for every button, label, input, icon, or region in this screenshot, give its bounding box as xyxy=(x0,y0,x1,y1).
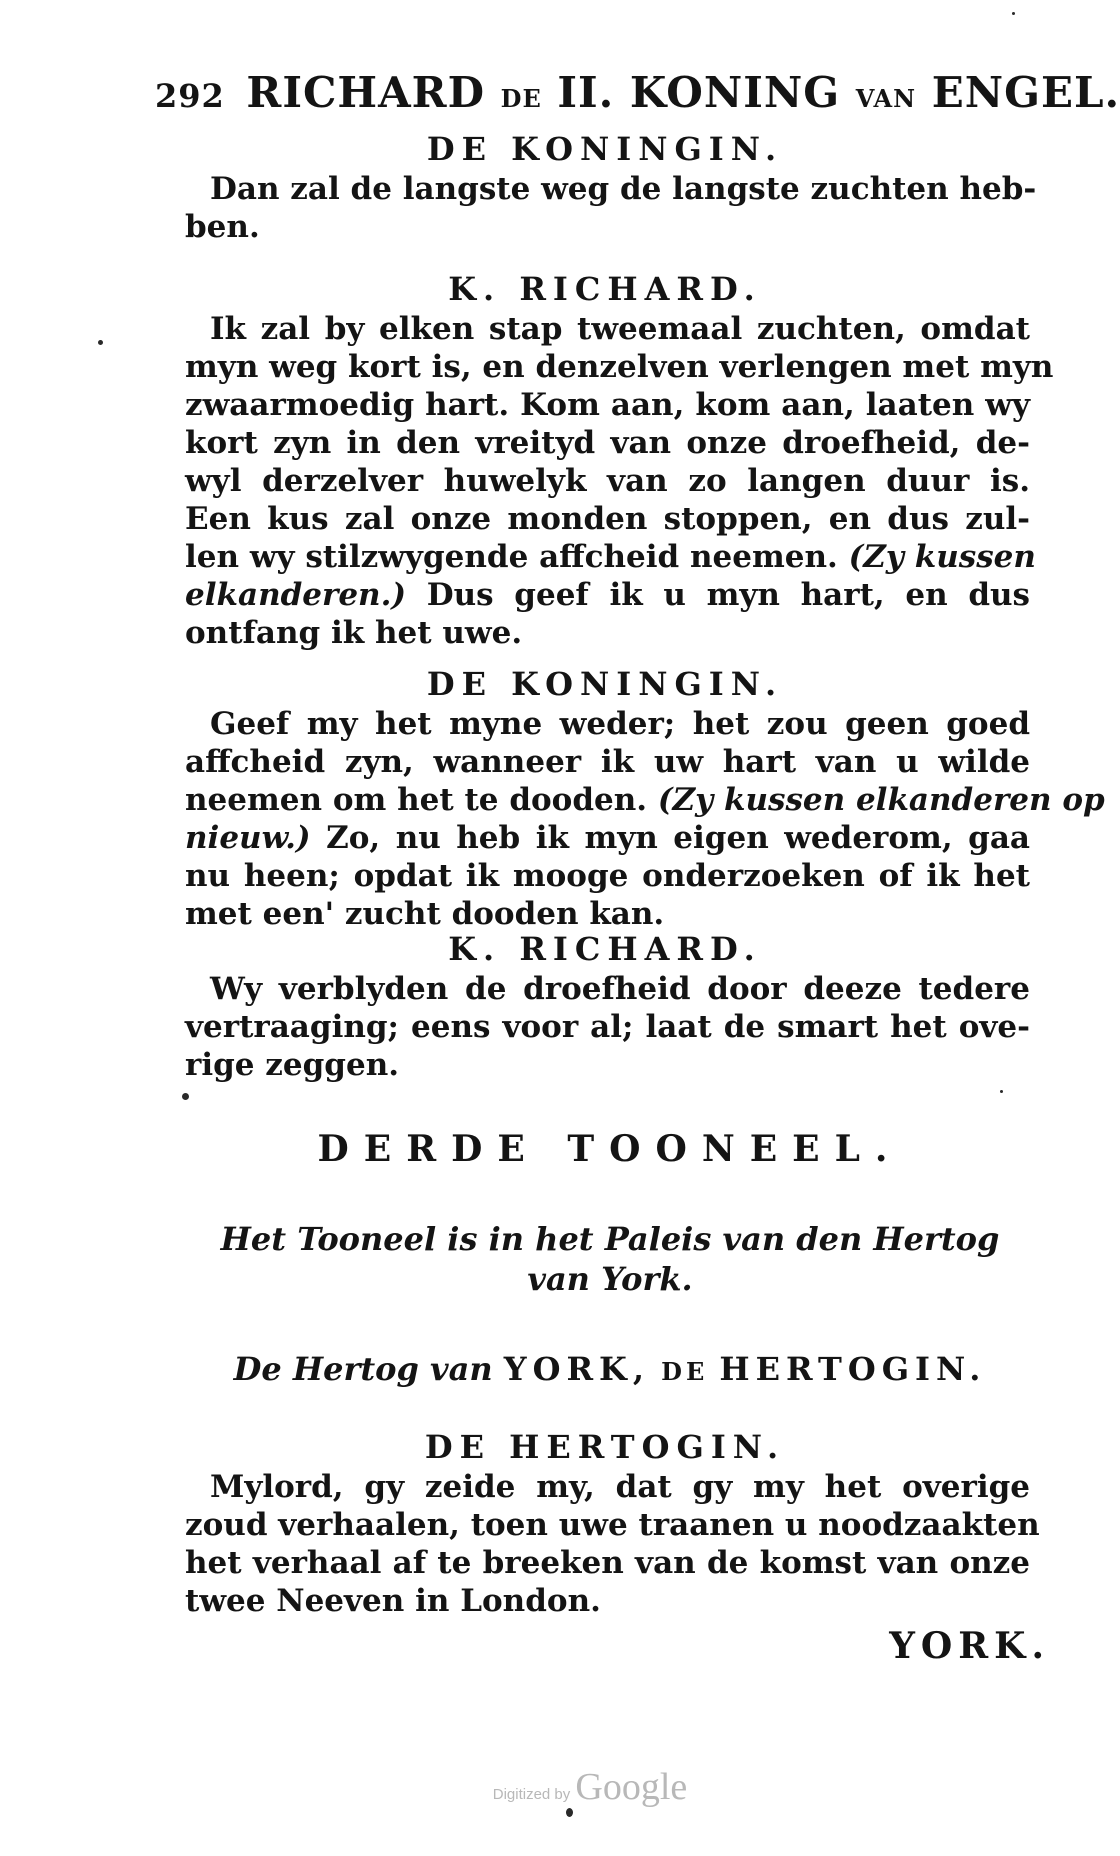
speech-line xyxy=(185,781,1105,819)
speech-line xyxy=(185,462,1030,500)
print-speck xyxy=(182,1093,189,1100)
speech-line xyxy=(185,1544,1030,1582)
text-segment: ben. xyxy=(185,209,260,245)
header-country: ENGEL. xyxy=(931,68,1120,117)
speaker-name: K. RICHARD. xyxy=(448,930,762,968)
text-segment: nu heen; opdat ik mooge onderzoeken of ik het xyxy=(185,858,1030,894)
speech-line xyxy=(185,424,1030,462)
speech-line xyxy=(185,1506,1040,1544)
text-segment: zoud verhaalen, toen uwe traanen u noodzaakten xyxy=(185,1507,1040,1543)
text-segment: myn weg kort is, en denzelven verlengen met myn xyxy=(185,349,1054,385)
print-speck xyxy=(1000,1090,1003,1093)
text-segment: twee Neeven in London. xyxy=(185,1583,601,1619)
print-speck xyxy=(1012,12,1015,15)
scene-setting-line2: van York. xyxy=(527,1260,693,1298)
speech-line xyxy=(210,170,1037,208)
catchword: YORK. xyxy=(889,1625,1050,1667)
text-segment: met een' zucht dooden kan. xyxy=(185,896,665,932)
speech-line xyxy=(210,1468,1030,1506)
speech-line xyxy=(185,895,1030,933)
stage-direction: elkanderen.) xyxy=(185,577,407,613)
text-segment: het verhaal af te breeken van de komst van onze xyxy=(185,1545,1030,1581)
speech-line xyxy=(185,208,1030,246)
text-segment: zwaarmoedig hart. Kom aan, kom aan, laaten wy xyxy=(185,387,1030,423)
speech-line xyxy=(185,743,1030,781)
text-segment: Ik zal by elken stap tweemaal zuchten, omdat xyxy=(210,311,1030,347)
speech-line xyxy=(185,576,1030,614)
header-rest: II. KONING xyxy=(557,68,841,117)
stage-direction: nieuw.) xyxy=(185,820,311,856)
persons-duke: De Hertog van xyxy=(233,1350,493,1388)
speech-line xyxy=(185,1046,1030,1084)
digitized-prefix: Digitized by xyxy=(492,1786,571,1803)
persons-duchess: HERTOGIN. xyxy=(719,1350,987,1388)
text-segment: Zo, nu heb ik myn eigen wederom, gaa xyxy=(310,820,1030,856)
speech-line xyxy=(185,819,1030,857)
digitized-watermark xyxy=(470,1765,710,1809)
text-segment: affcheid zyn, wanneer ik uw hart van u wilde xyxy=(185,744,1030,780)
text-segment: Een kus zal onze monden stoppen, en dus zul- xyxy=(185,501,1030,537)
speech-line xyxy=(210,310,1030,348)
print-speck xyxy=(566,1808,573,1817)
scene-title: DERDE TOONEEL. xyxy=(317,1128,903,1170)
text-segment: Dan zal de langste weg de langste zuchten heb- xyxy=(210,171,1037,207)
header-name: RICHARD xyxy=(246,68,485,117)
speech-line xyxy=(185,1582,1030,1620)
text-segment: neemen om het te dooden. xyxy=(185,782,658,818)
text-segment: rige zeggen. xyxy=(185,1047,400,1083)
running-header xyxy=(155,68,1120,117)
speaker-name: DE KONINGIN. xyxy=(426,665,784,703)
text-segment: vertraaging; eens voor al; laat de smart het ove- xyxy=(185,1009,1030,1045)
speech-line xyxy=(185,348,1054,386)
text-segment: ontfang ik het uwe. xyxy=(185,615,523,651)
text-segment: Wy verblyden de droefheid door deeze tedere xyxy=(210,971,1030,1007)
header-de: DE xyxy=(500,84,542,113)
speech-line xyxy=(210,970,1030,1008)
text-segment: kort zyn in den vreityd van onze droefheid, de- xyxy=(185,425,1030,461)
speech-line xyxy=(185,614,1030,652)
persons-de: DE xyxy=(661,1357,709,1386)
speaker-name: K. RICHARD. xyxy=(448,270,762,308)
text-segment: Dus geef ik u myn hart, en dus xyxy=(406,577,1030,613)
header-van: VAN xyxy=(855,84,917,113)
speech-line xyxy=(185,386,1030,424)
speech-line xyxy=(210,705,1030,743)
speech-line xyxy=(185,538,1036,576)
scene-setting-line1: Het Tooneel is in het Paleis van den Hertog xyxy=(220,1220,1000,1258)
speech-line xyxy=(185,1008,1030,1046)
persons-york: YORK, xyxy=(503,1350,650,1388)
text-segment: len wy stilzwygende affcheid neemen. xyxy=(185,539,849,575)
speech-line xyxy=(185,857,1030,895)
page-number: 292 xyxy=(155,77,225,115)
stage-direction: (Zy kussen elkanderen op xyxy=(657,782,1105,818)
text-segment: Mylord, gy zeide my, dat gy my het overige xyxy=(210,1469,1030,1505)
print-speck xyxy=(98,340,103,345)
speech-line xyxy=(185,500,1030,538)
text-segment: wyl derzelver huwelyk van zo langen duur is. xyxy=(185,463,1030,499)
speaker-name: DE HERTOGIN. xyxy=(424,1428,786,1466)
stage-direction: (Zy kussen xyxy=(848,539,1036,575)
google-logo: Google xyxy=(575,1766,688,1808)
text-segment: Geef my het myne weder; het zou geen goed xyxy=(210,706,1030,742)
dramatis-personae xyxy=(200,1350,1020,1388)
speaker-name: DE KONINGIN. xyxy=(426,130,784,168)
